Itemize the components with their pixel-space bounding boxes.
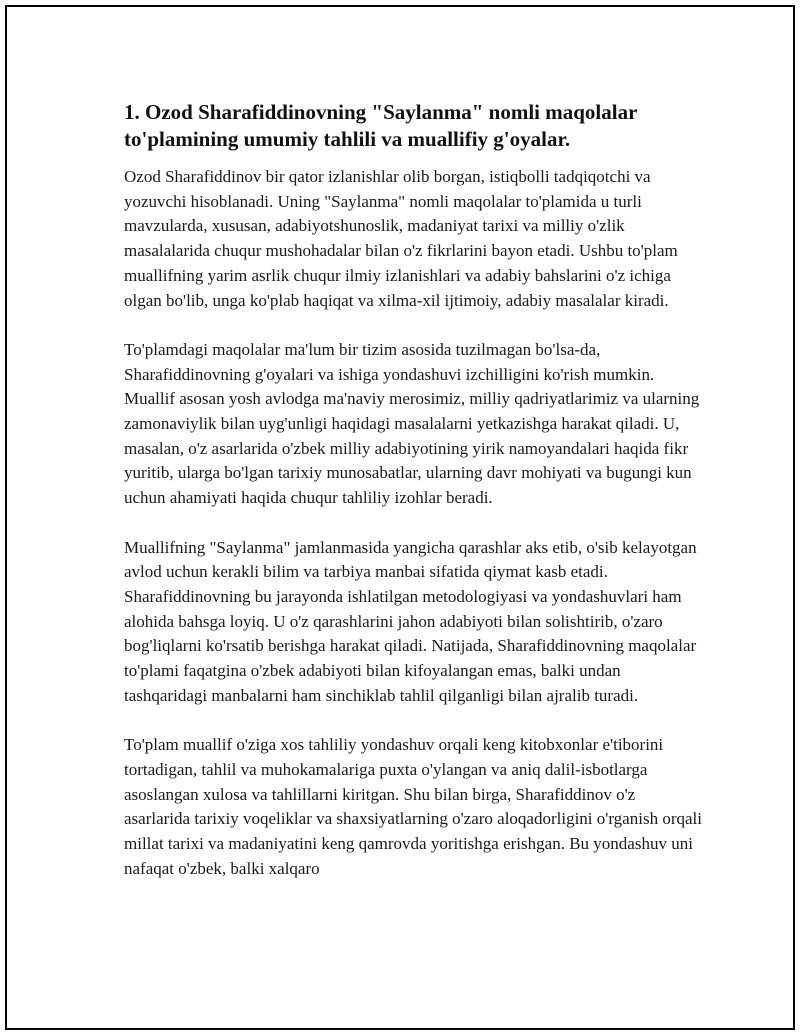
paragraph-4: To'plam muallif o'ziga xos tahliliy yondashuv orqali keng kitobxonlar e'tiborini tortadigan, tahlil va muhokamalariga puxta o'ylangan va aniq dalil-isbotlarga asoslangan xulosa va tahlillarni kiritgan. Shu bilan birga, Sharafiddinov o'z asarlarida tarixiy voqeliklar va shaxsiyatlarning o'zaro aloqadorligini o'rganish orqali millat tarixi va madaniyatini keng qamrovda yoritishga erishgan. Bu yondashuv uni nafaqat o'zbek, balki xalqaro — [124, 735, 702, 878]
paragraph-3: Muallifning "Saylanma" jamlanmasida yangicha qarashlar aks etib, o'sib kelayotgan avlod uchun kerakli bilim va tarbiya manbai sifatida qiymat kasb etadi. Sharafiddinovning bu jarayonda ishlatilgan metodologiyasi va yondashuvlari ham alohida bahsga loyiq. U o'z qarashlarini jahon adabiyoti bilan solishtirib, o'zaro bog'liqlarni ko'rsatib berishga harakat qiladi. Natijada, Sharafiddinovning maqolalar to'plami faqatgina o'zbek adabiyoti bilan kifoyalangan emas, balki undan tashqaridagi manbalarni ham sinchiklab tahlil qilganligi bilan ajralib turadi. — [124, 537, 697, 705]
section-heading — [124, 99, 704, 153]
document-body — [124, 99, 704, 906]
heading-line-2: to'plamining umumiy tahlili va muallifiy g'oyalar. — [124, 127, 571, 151]
heading-line-1: 1. Ozod Sharafiddinovning "Saylanma" nomli maqolalar — [124, 100, 638, 124]
paragraph-2: To'plamdagi maqolalar ma'lum bir tizim asosida tuzilmagan bo'lsa-da, Sharafiddinovning g'oyalari va ishiga yondashuvi izchilligini ko'rish mumkin. Muallif asosan yosh avlodga ma'naviy merosimiz, milliy qadriyatlarimiz va ularning zamonaviylik bilan uyg'unligi haqidagi masalalarni yetkazishga harakat qiladi. U, masalan, o'z asarlarida o'zbek milliy adabiyotining yirik namoyandalari haqida fikr yuritib, ularga bo'lgan tarixiy munosabatlar, ularning davr mohiyati va bugungi kun uchun ahamiyati haqida chuqur tahliliy izohlar beradi. — [124, 339, 700, 508]
paragraph-1: Ozod Sharafiddinov bir qator izlanishlar olib borgan, istiqbolli tadqiqotchi va yozuvchi hisoblanadi. Uning "Saylanma" nomli maqolalar to'plamida u turli mavzularda, xususan, adabiyotshunoslik, madaniyat tarixi va milliy o'zlik masalalarida chuqur mushohadalar bilan o'z fikrlarini bayon etadi. Ushbu to'plam muallifning yarim asrlik chuqur ilmiy izlanishlari va adabiy bahslarini o'z ichiga olgan bo'lib, unga ko'plab haqiqat va xilma-xil ijtimoiy, adabiy masalalar kiradi. — [124, 167, 678, 310]
page-frame — [5, 5, 795, 1030]
